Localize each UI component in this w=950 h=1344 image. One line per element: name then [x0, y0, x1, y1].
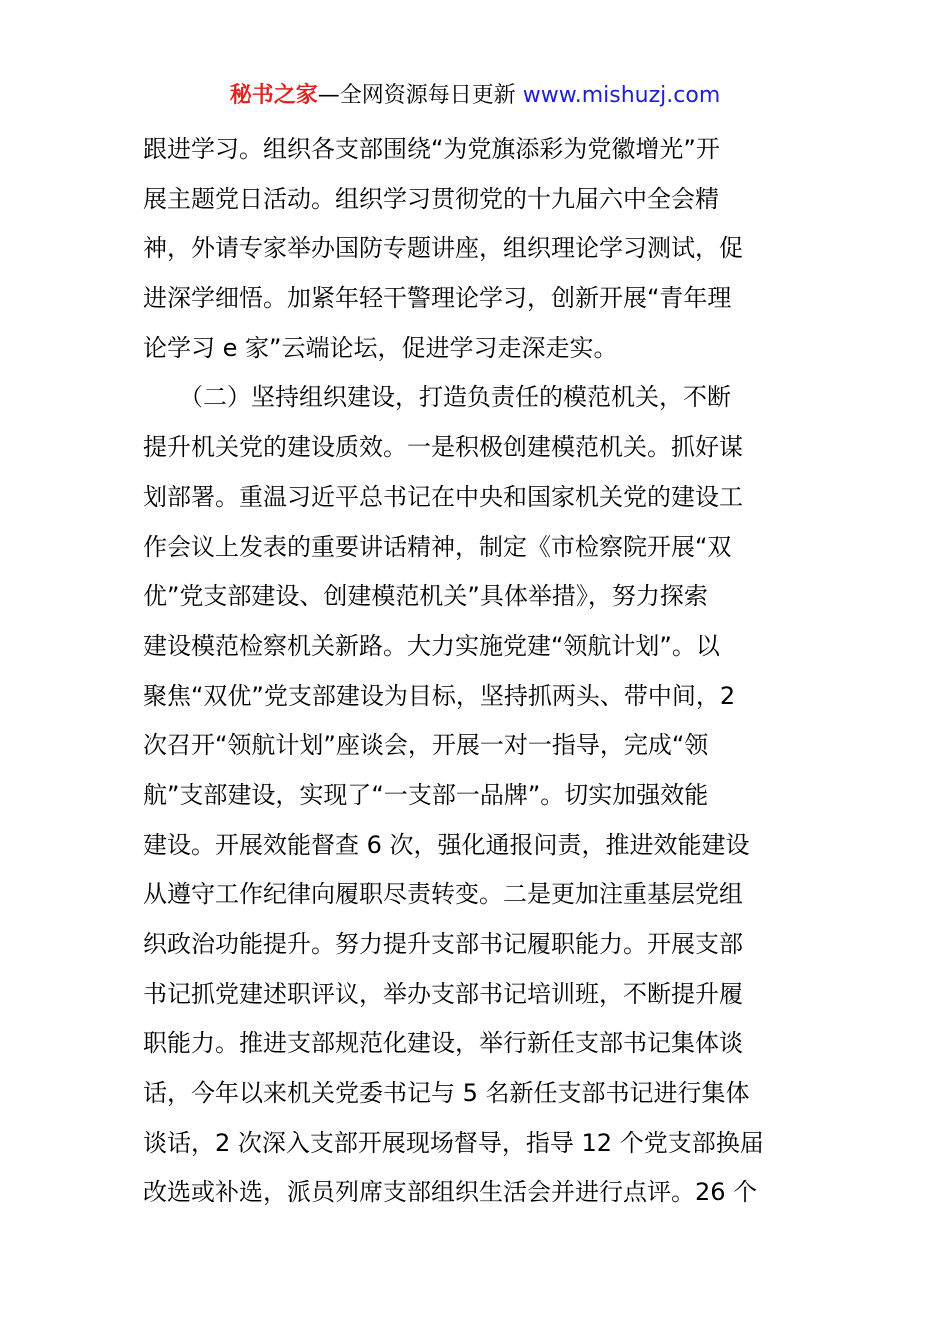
text-line: 建设模范检察机关新路。大力实施党建“领航计划”。以: [143, 631, 720, 660]
site-url[interactable]: www.mishuzj.com: [522, 83, 721, 108]
text-line: 提升机关党的建设质效。一是积极创建模范机关。抓好谋: [143, 433, 743, 462]
text-line: 谈话，2 次深入支部开展现场督导，指导 12 个党支部换届: [143, 1128, 764, 1157]
document-body: [143, 125, 813, 1218]
header-tagline: —全网资源每日更新: [317, 83, 516, 108]
text-line: 划部署。重温习近平总书记在中央和国家机关党的建设工: [143, 482, 743, 511]
text-line: 进深学细悟。加紧年轻干警理论学习，创新开展“青年理: [143, 284, 732, 313]
text-line: 改选或补选，派员列席支部组织生活会并进行点评。26 个: [143, 1178, 758, 1207]
text-line: 论学习 e 家”云端论坛，促进学习走深走实。: [143, 333, 618, 362]
text-line: 优”党支部建设、创建模范机关”具体举措》，努力探索: [143, 582, 708, 611]
text-line: 作会议上发表的重要讲话精神，制定《市检察院开展“双: [143, 532, 732, 561]
brand-name: 秘书之家: [229, 83, 318, 108]
text-line: 书记抓党建述职评议，举办支部书记培训班，不断提升履: [143, 979, 743, 1008]
text-line: 聚焦“双优”党支部建设为目标，坚持抓两头、带中间，2: [143, 681, 736, 710]
text-line: 次召开“领航计划”座谈会，开展一对一指导，完成“领: [143, 731, 709, 760]
text-line: 从遵守工作纪律向履职尽责转变。二是更加注重基层党组: [143, 880, 743, 909]
text-line: 织政治功能提升。努力提升支部书记履职能力。开展支部: [143, 930, 743, 958]
text-line: 展主题党日活动。组织学习贯彻党的十九届六中全会精: [143, 184, 719, 213]
text-line: 神，外请专家举办国防专题讲座，组织理论学习测试，促: [143, 234, 743, 263]
text-line: （二）坚持组织建设，打造负责任的模范机关，不断: [143, 383, 731, 412]
text-line: 航”支部建设，实现了“一支部一品牌”。切实加强效能: [143, 780, 709, 809]
text-line: 建设。开展效能督查 6 次，强化通报问责，推进效能建设: [143, 830, 750, 859]
text-line: 职能力。推进支部规范化建设，举行新任支部书记集体谈: [143, 1029, 743, 1058]
site-header: [0, 80, 950, 112]
text-line: 话，今年以来机关党委书记与 5 名新任支部书记进行集体: [143, 1079, 750, 1108]
text-line: 跟进学习。组织各支部围绕“为党旗添彩为党徽增光”开: [143, 135, 720, 163]
